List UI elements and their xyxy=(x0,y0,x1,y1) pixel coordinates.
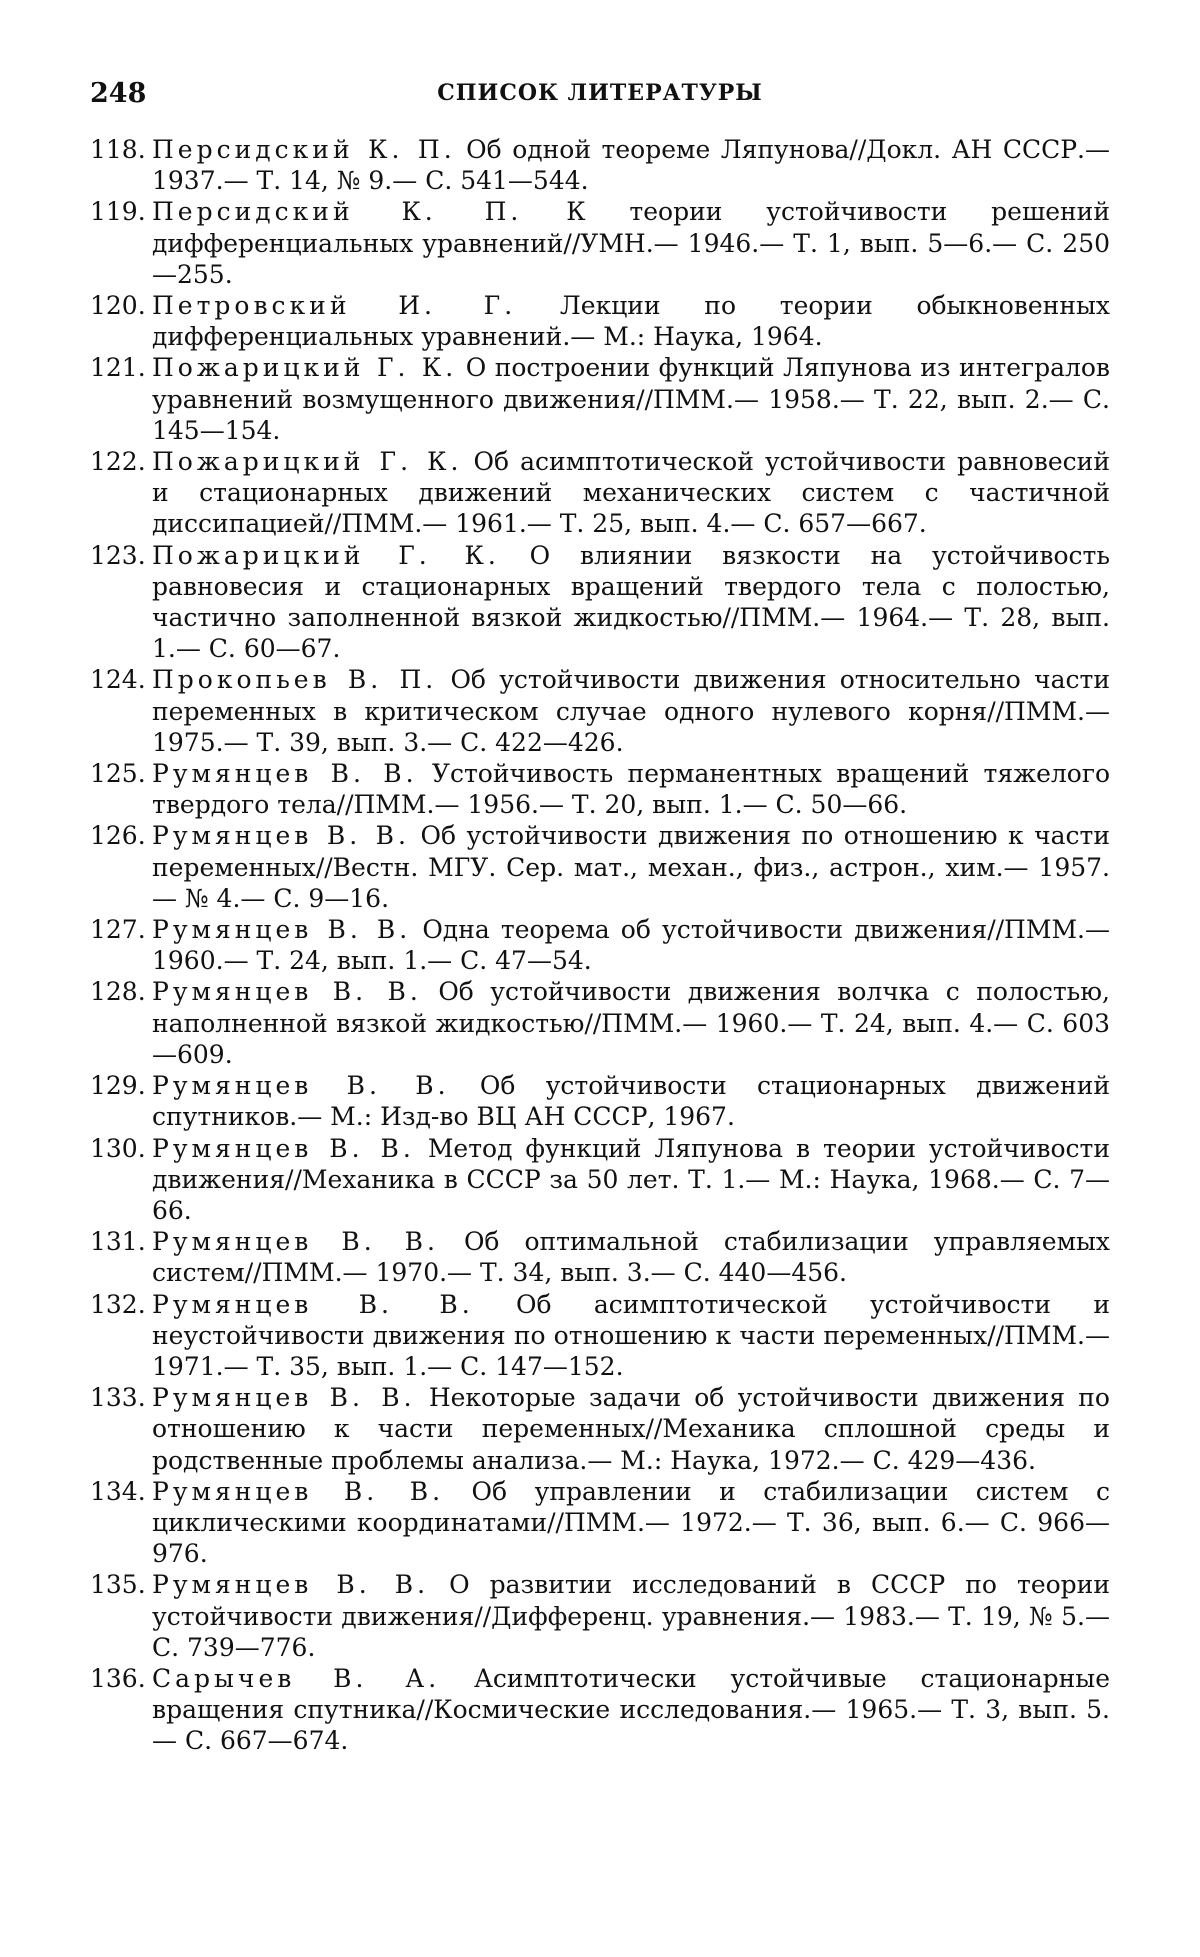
reference-text: Асимптотически устойчивые стационарные вращения спутника//Космические исследования.— 1965.— Т. 3, вып. 5.— С. 667—674. xyxy=(152,1663,1110,1756)
reference-number: 130. xyxy=(90,1133,146,1163)
reference-entry xyxy=(90,758,1110,820)
reference-number: 127. xyxy=(90,915,146,945)
reference-text: Об управлении и стабилизации систем с циклическими координатами//ПММ.— 1972.— Т. 36, вып. 6.— С. 966—976. xyxy=(152,1476,1111,1569)
reference-number: 136. xyxy=(90,1663,146,1693)
reference-text: Об устойчивости движения по отношению к части переменных//Вестн. МГУ. Сер. мат., механ., физ., астрон., хим.— 1957.— № 4.— С. 9—16. xyxy=(152,821,1111,913)
reference-text: Устойчивость перманентных вращений тяжелого твердого тела//ПММ.— 1956.— Т. 20, вып. 1.— С. 50—66. xyxy=(152,759,1111,820)
reference-number: 134. xyxy=(90,1476,146,1506)
reference-author: Румянцев В. В. xyxy=(152,915,412,945)
reference-text: Об оптимальной стабилизации управляемых систем//ПММ.— 1970.— Т. 34, вып. 3.— С. 440—456. xyxy=(152,1227,1111,1288)
reference-author: Сарычев В. А. xyxy=(152,1663,441,1693)
reference-author: Румянцев В. В. xyxy=(152,1289,474,1319)
reference-entry xyxy=(90,1289,1110,1383)
reference-text: Об устойчивости стационарных движений спутников.— М.: Изд-во ВЦ АН СССР, 1967. xyxy=(152,1071,1111,1132)
reference-text: Об одной теореме Ляпунова//Докл. АН СССР.— 1937.— Т. 14, № 9.— С. 541—544. xyxy=(152,135,1110,196)
reference-number: 125. xyxy=(90,759,146,789)
reference-entry xyxy=(90,352,1110,446)
reference-entry xyxy=(90,1663,1110,1757)
reference-entry xyxy=(90,914,1110,976)
reference-text: Метод функций Ляпунова в теории устойчивости движения//Механика в СССР за 50 лет. Т. 1.— М.: Наука, 1968.— С. 7—66. xyxy=(152,1133,1111,1225)
reference-entry xyxy=(90,664,1110,758)
reference-author: Румянцев В. В. xyxy=(152,759,418,789)
reference-text: Об асимптотической устойчивости равновесий и стационарных движений механических систем с частичной диссипацией//ПММ.— 1961.— Т. 25, вып. 4.— С. 657—667. xyxy=(152,447,1110,539)
reference-author: Румянцев В. В. xyxy=(152,977,422,1007)
reference-author: Пожарицкий Г. К. xyxy=(152,540,500,570)
reference-text: К теории устойчивости решений дифференциальных уравнений//УМН.— 1946.— Т. 1, вып. 5—6.— С. 250—255. xyxy=(152,197,1111,289)
reference-entry xyxy=(90,1382,1110,1476)
reference-entry xyxy=(90,540,1110,665)
reference-number: 131. xyxy=(90,1227,146,1257)
page-number: 248 xyxy=(90,78,147,109)
reference-author: Персидский К. П. xyxy=(152,197,523,227)
reference-entry xyxy=(90,1569,1110,1663)
reference-number: 128. xyxy=(90,977,146,1007)
reference-entry xyxy=(90,1133,1110,1227)
reference-author: Румянцев В. В. xyxy=(152,821,410,851)
reference-author: Прокопьев В. П. xyxy=(152,665,438,695)
reference-entry xyxy=(90,196,1110,290)
reference-entry xyxy=(90,976,1110,1070)
reference-author: Персидский К. П. xyxy=(152,135,456,164)
reference-author: Румянцев В. В. xyxy=(152,1227,439,1257)
reference-number: 119. xyxy=(90,197,146,227)
reference-text: О влиянии вязкости на устойчивость равновесия и стационарных вращений твердого тела с полостью, частично заполненной вязкой жидкостью//ПММ.— 1964.— Т. 28, вып. 1.— С. 60—67. xyxy=(152,540,1110,664)
reference-number: 135. xyxy=(90,1570,146,1600)
running-title: СПИСОК ЛИТЕРАТУРЫ xyxy=(437,80,763,106)
reference-number: 132. xyxy=(90,1289,146,1319)
reference-author: Пожарицкий Г. К. xyxy=(152,447,463,477)
reference-author: Румянцев В. В. xyxy=(152,1570,430,1600)
reference-entry xyxy=(90,820,1110,914)
reference-number: 122. xyxy=(90,447,146,477)
reference-author: Румянцев В. В. xyxy=(152,1476,445,1506)
reference-text: О развитии исследований в СССР по теории устойчивости движения//Дифференц. уравнения.— 1983.— Т. 19, № 5.— С. 739—776. xyxy=(152,1570,1110,1662)
reference-author: Румянцев В. В. xyxy=(152,1383,416,1413)
reference-entry xyxy=(90,134,1110,196)
reference-entry xyxy=(90,1070,1110,1132)
book-page xyxy=(90,78,1110,1757)
reference-text: Одна теорема об устойчивости движения//ПММ.— 1960.— Т. 24, вып. 1.— С. 47—54. xyxy=(152,915,1110,976)
reference-text: О построении функций Ляпунова из интегралов уравнений возмущенного движения//ПММ.— 1958.— Т. 22, вып. 2.— С. 145—154. xyxy=(152,353,1110,445)
reference-author: Петровский И. Г. xyxy=(152,291,517,321)
reference-author: Румянцев В. В. xyxy=(152,1071,450,1101)
reference-number: 118. xyxy=(90,135,146,164)
reference-text: Некоторые задачи об устойчивости движения по отношению к части переменных//Механика сплошной среды и родственные проблемы анализа.— М.: Наука, 1972.— С. 429—436. xyxy=(152,1383,1110,1475)
reference-number: 126. xyxy=(90,821,146,851)
reference-text: Об устойчивости движения волчка с полостью, наполненной вязкой жидкостью//ПММ.— 1960.— Т. 24, вып. 4.— С. 603—609. xyxy=(152,977,1110,1069)
reference-entry xyxy=(90,446,1110,540)
reference-entry xyxy=(90,290,1110,352)
reference-author: Пожарицкий Г. К. xyxy=(152,353,458,383)
reference-number: 133. xyxy=(90,1383,146,1413)
reference-number: 121. xyxy=(90,353,146,383)
reference-entry xyxy=(90,1476,1110,1570)
reference-number: 129. xyxy=(90,1071,146,1101)
reference-number: 124. xyxy=(90,665,146,695)
reference-text: Об асимптотической устойчивости и неустойчивости движения по отношению к части переменных//ПММ.— 1971.— Т. 35, вып. 1.— С. 147—152. xyxy=(152,1289,1111,1381)
reference-text: Об устойчивости движения относительно части переменных в критическом случае одного нулевого корня//ПММ.— 1975.— Т. 39, вып. 3.— С. 422—426. xyxy=(152,665,1110,757)
page-header xyxy=(90,78,1110,118)
reference-author: Румянцев В. В. xyxy=(152,1133,415,1163)
reference-number: 123. xyxy=(90,540,146,570)
reference-number: 120. xyxy=(90,291,146,321)
reference-list xyxy=(90,134,1110,1757)
reference-entry xyxy=(90,1226,1110,1288)
reference-text: Лекции по теории обыкновенных дифференциальных уравнений.— М.: Наука, 1964. xyxy=(152,291,1110,352)
